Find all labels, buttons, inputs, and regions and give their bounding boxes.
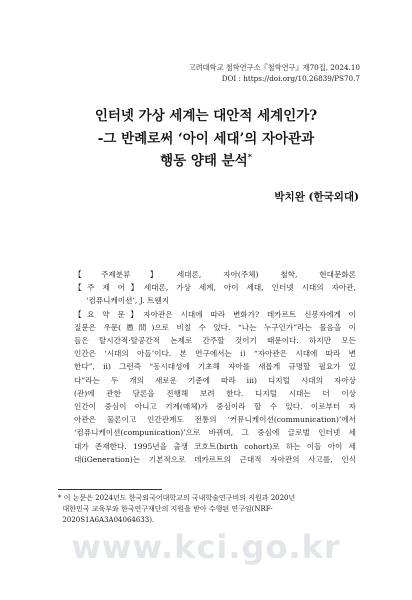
abstract-line: 들은 탈시간적·탈공간적 논제로 간주할 것이기 때문이다. 하지만 모든 (74, 336, 356, 346)
watermark: www.kci.go.kr (71, 528, 341, 566)
abstract-line: ‘컴퓨니케이션(compunication)’으로 바뀌며, 그 중심에 글로벌 인터넷 세 (74, 428, 356, 438)
abstract-line: 【주제분류】세대론, 자아(주체) 철학, 현대문화론 (74, 270, 356, 279)
abstract-line: 【주 제 어】세대론, 가상 세계, 아이 세대, 인터넷 시대의 자아관, (74, 283, 356, 293)
title-line-3-text: 행동 양태 분석 (160, 153, 248, 169)
abstract-line: 질문은 우문(愚問)으로 비칠 수 있다. “나는 누구인가”라는 물음을 이 (74, 322, 356, 332)
footnote-divider (58, 489, 162, 490)
abstract-line: 아관은 물론이고 인간관계도 전통의 ‘커뮤니케이션(communication)’에서 (74, 415, 356, 425)
abstract-line: 인간은 ‘시대의 아들’이다. 본 연구에서는 i) “자아관은 시대에 따라 변 (74, 349, 356, 359)
doi-line: DOI : https://doi.org/10.26839/PS70.7 (221, 74, 360, 83)
abstract-line: 한다”, ii) 그런즉 “동시대성에 기초해 자아를 새롭게 규명할 필요가 있 (74, 362, 356, 372)
abstract-line: 【요 약 문】자아관은 시대에 따라 변화가? 데카르트 신봉자에게 이 (74, 309, 356, 319)
title-line-2: -그 반례로써 ‘아이 세대’의 자아관과 (97, 131, 315, 147)
title-line-1: 인터넷 가상 세계는 대안적 세계인가? (94, 108, 318, 124)
title-footnote-mark: * (247, 151, 252, 162)
author: 박치완 (한국외대) (274, 191, 359, 203)
abstract-line: (관)에 관한 담론을 진행해 보려 한다. 디지털 시대는 더 이상 (74, 388, 356, 398)
abstract-block (74, 268, 356, 466)
title-line-3 (0, 149, 412, 169)
abstract-line: ‘컴퓨니케이션’, J. 트웬지 (74, 296, 170, 306)
journal-info: 고려대학교 철학연구소『철학연구』제70집, 2024.10 (188, 63, 360, 72)
footnote (58, 493, 364, 526)
footnote-line: 대한민국 교육부와 한국연구재단의 지원을 받아 수행된 연구임(NRF- (58, 505, 273, 513)
abstract-line: 대가 존재한다. 1995년을 출생 코호트(birth cohort)로 하는 이들 아이 세 (74, 441, 356, 451)
abstract-line: 다”라는 두 개의 새로운 기준에 따라 iii) 디지털 시대의 자아상 (74, 375, 356, 385)
footnote-line: 2020S1A6A3A04064633). (58, 516, 155, 524)
abstract-line: 대(iGeneration)는 기본적으로 데카르트의 근대적 자아관의 사고를, 인식 (74, 454, 356, 464)
abstract-line: 인간이 중심이 아니고 기계(매체)가 중심이라 할 수 있다. 이로부터 자 (74, 402, 356, 412)
footnote-line: * 이 논문은 2024년도 한국외국어대학교의 국내학술연구비의 지원과 2020년 (58, 494, 296, 502)
